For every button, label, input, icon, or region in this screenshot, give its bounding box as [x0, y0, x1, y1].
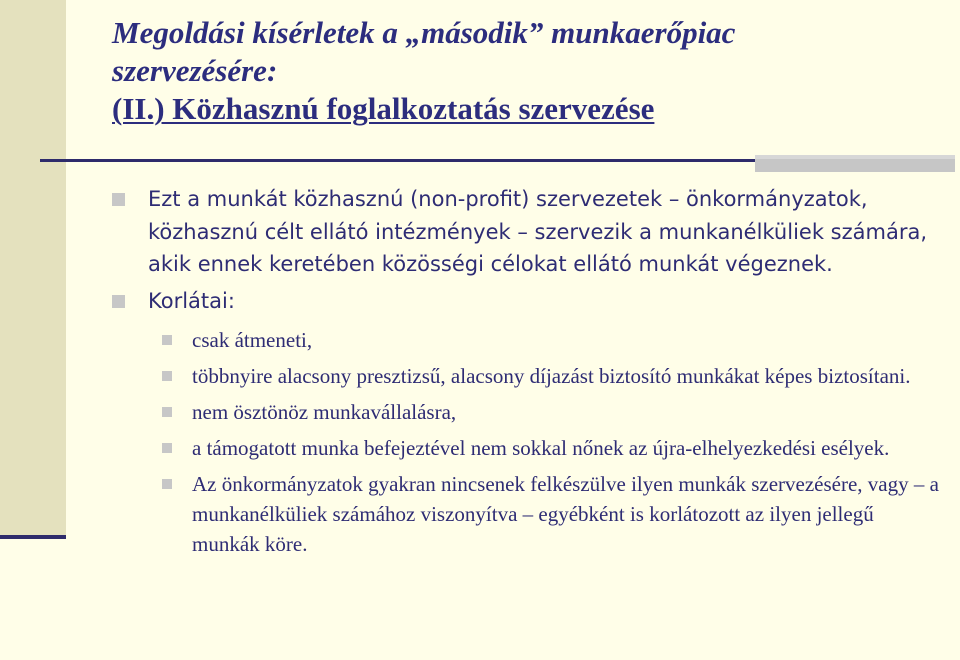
square-bullet-icon — [162, 479, 172, 489]
sub-bullet-item — [110, 469, 945, 559]
sub-bullet-text: nem ösztönöz munkavállalásra, — [192, 400, 457, 424]
sub-bullet-item — [110, 433, 945, 463]
bullet-text: Korlátai: — [148, 288, 235, 313]
square-bullet-icon — [112, 193, 125, 206]
bullet-item — [110, 285, 945, 318]
square-bullet-icon — [162, 443, 172, 453]
slide-body — [110, 183, 945, 565]
sub-bullet-item — [110, 325, 945, 355]
sub-bullet-text: csak átmeneti, — [192, 328, 313, 352]
sub-bullet-text: Az önkormányzatok gyakran nincsenek felkészülve ilyen munkák szervezésére, vagy – a munkanélküliek számához viszonyítva – egyébként is korlátozott az ilyen jellegű munkák köre. — [192, 472, 939, 556]
bullet-item — [110, 183, 945, 281]
slide-title — [112, 14, 932, 128]
title-line-3: (II.) Közhasznú foglalkoztatás szervezése — [112, 91, 655, 126]
title-divider-shade — [755, 155, 955, 172]
sub-bullet-text: a támogatott munka befejeztével nem sokkal nőnek az újra-elhelyezkedési esélyek. — [192, 436, 890, 460]
sub-bullet-list — [110, 325, 945, 559]
square-bullet-icon — [162, 335, 172, 345]
title-line-1: Megoldási kísérletek a „második” munkaerőpiac — [112, 15, 736, 50]
bullet-text: Ezt a munkát közhasznú (non-profit) szervezetek – önkormányzatok, közhasznú célt ellátó intézmények – szervezik a munkanélküliek számára, akik ennek keretében közösségi célokat ellátó munkát végeznek. — [148, 187, 927, 276]
side-decor-band — [0, 0, 66, 537]
title-line-2: szervezésére: — [112, 53, 278, 88]
square-bullet-icon — [162, 371, 172, 381]
side-decor-line — [0, 535, 66, 539]
title-divider — [40, 159, 755, 162]
sub-bullet-text: többnyire alacsony presztizsű, alacsony díjazást biztosító munkákat képes biztosítani. — [192, 364, 911, 388]
square-bullet-icon — [112, 295, 125, 308]
sub-bullet-item — [110, 361, 945, 391]
square-bullet-icon — [162, 407, 172, 417]
sub-bullet-item — [110, 397, 945, 427]
